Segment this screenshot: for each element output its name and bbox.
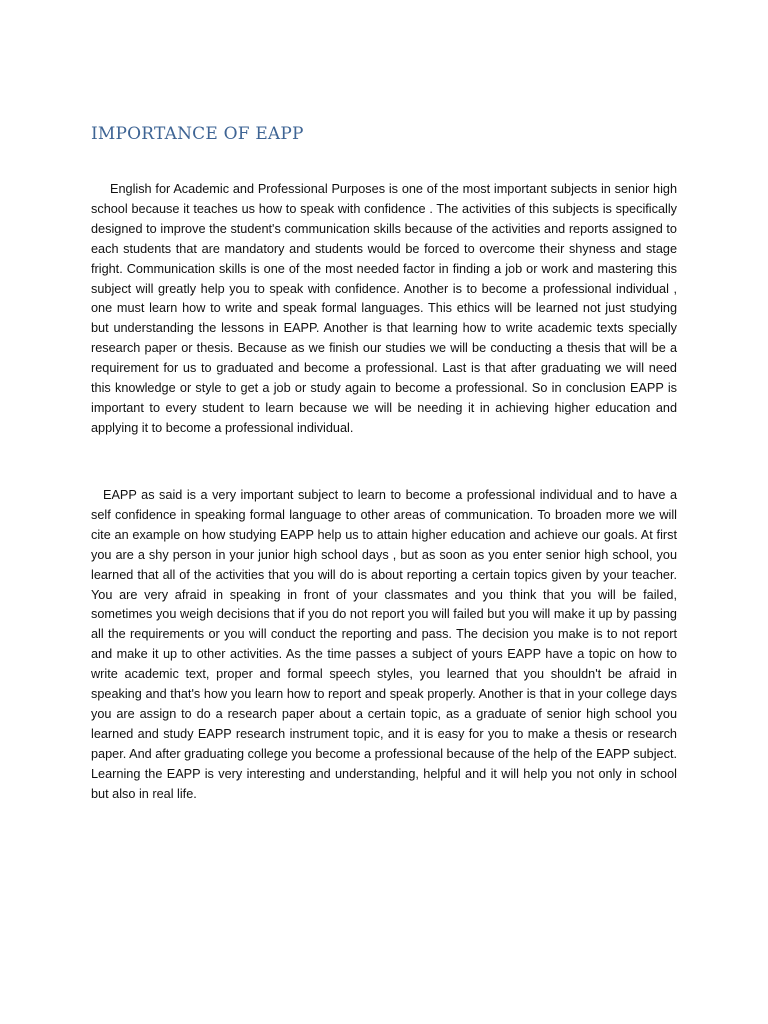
paragraph-1: English for Academic and Professional Purposes is one of the most important subjects in senior high school because it teaches us how to speak with confidence . The activities of this subjects is specifically designed to improve the student's communication skills because of the activities and reports assigned to each students that are mandatory and students would be forced to overcome their shyness and stage fright. Communication skills is one of the most needed factor in finding a job or work and mastering this subject will greatly help you to speak with confidence. Another is to become a professional individual , one must learn how to write and speak formal languages. This ethics will be learned not just studying but understanding the lessons in EAPP. Another is that learning how to write academic texts specially research paper or thesis. Because as we finish our studies we will be conducting a thesis that will be a requirement for us to graduated and become a professional. Last is that after graduating we will need this knowledge or style to get a job or study again to become a professional. So in conclusion EAPP is important to every student to learn because we will be needing it in achieving higher education and applying it to become a professional individual. [91, 182, 677, 435]
document-title: IMPORTANCE OF EAPP [91, 124, 304, 144]
paragraph-2: EAPP as said is a very important subject to learn to become a professional individual and to have a self confidence in speaking formal language to other areas of communication. To broaden more we will cite an example on how studying EAPP help us to attain higher education and achieve our goals. At first you are a shy person in your junior high school days , but as soon as you enter senior high school, you learned that all of the activities that you will do is about reporting a certain topics given by your teacher. You are very afraid in speaking in front of your classmates and you think that you will be failed, sometimes you weigh decisions that if you do not report you will failed but you will make it up by passing all the requirements or you will conduct the reporting and pass. The decision you make is to not report and make it up to other activities. As the time passes a subject of yours EAPP have a topic on how to write academic text, proper and formal speech styles, you learned that you shouldn't be afraid in speaking and that's how you learn how to report and speak properly. Another is that in your college days you are assign to do a research paper about a certain topic, as a graduate of senior high school you learned and study EAPP research instrument topic, and it is easy for you to make a thesis or research paper. And after graduating college you become a professional because of the help of the EAPP subject. Learning the EAPP is very interesting and understanding, helpful and it will help you not only in school but also in real life. [91, 488, 677, 801]
